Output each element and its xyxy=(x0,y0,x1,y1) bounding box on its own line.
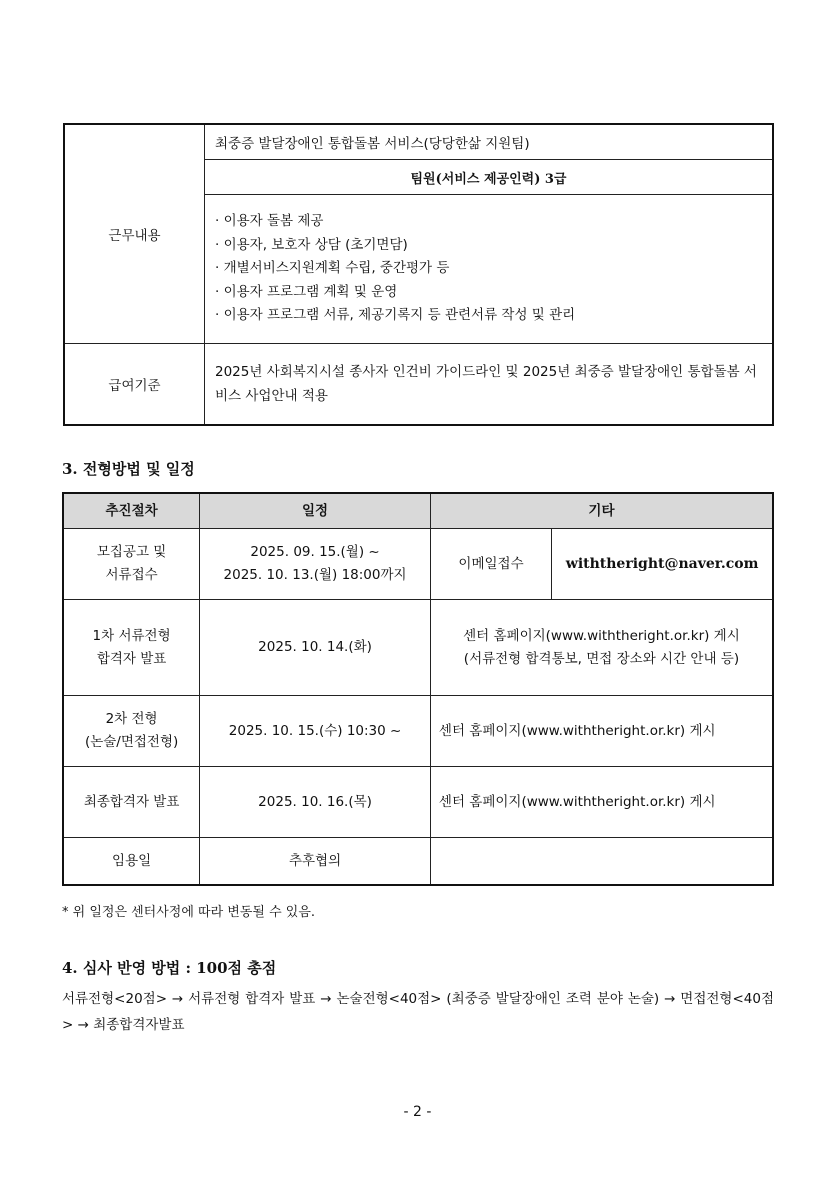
header-etc: 기타 xyxy=(430,493,773,529)
step-cell: 임용일 xyxy=(63,838,200,886)
duty-item: · 이용자 프로그램 계획 및 운영 xyxy=(215,283,398,300)
page-number: - 2 - xyxy=(403,1104,432,1120)
duties-list xyxy=(205,195,774,344)
salary-label: 급여기준 xyxy=(64,344,205,426)
etc-cell: 센터 홈페이지(www.withtheright.or.kr) 게시 xyxy=(430,696,773,767)
position-title: 팀원(서비스 제공인력) 3급 xyxy=(205,160,774,195)
date-cell: 2025. 10. 15.(수) 10:30 ~ xyxy=(200,696,431,767)
section3-title: 3. 전형방법 및 일정 xyxy=(62,460,195,478)
date-cell: 2025. 10. 14.(화) xyxy=(200,600,431,696)
date-cell: 2025. 09. 15.(월) ~ 2025. 10. 13.(월) 18:00까지 xyxy=(200,529,431,600)
schedule-table xyxy=(62,492,774,886)
duty-item: · 이용자 돌봄 제공 xyxy=(215,213,324,230)
header-step: 추진절차 xyxy=(63,493,200,529)
duty-item: · 이용자, 보호자 상담 (초기면담) xyxy=(215,236,408,253)
etc-cell: 센터 홈페이지(www.withtheright.or.kr) 게시 xyxy=(430,767,773,838)
table-row xyxy=(63,600,773,696)
section4-title: 4. 심사 반영 방법 : 100점 총점 xyxy=(62,959,277,977)
duty-item: · 이용자 프로그램 서류, 제공기록지 등 관련서류 작성 및 관리 xyxy=(215,307,576,324)
step-cell: 1차 서류전형 합격자 발표 xyxy=(63,600,200,696)
table-row xyxy=(63,838,773,886)
program-name: 최중증 발달장애인 통합돌봄 서비스(당당한삶 지원팀) xyxy=(205,124,774,160)
header-date: 일정 xyxy=(200,493,431,529)
email-label: 이메일접수 xyxy=(430,529,551,600)
table-row xyxy=(63,696,773,767)
date-cell: 2025. 10. 16.(목) xyxy=(200,767,431,838)
table-row xyxy=(63,767,773,838)
table-row xyxy=(63,529,773,600)
salary-text: 2025년 사회복지시설 종사자 인건비 가이드라인 및 2025년 최중증 발달장애인 통합돌봄 서비스 사업안내 적용 xyxy=(205,344,774,426)
email-address: withtheright@naver.com xyxy=(552,529,773,600)
work-content-label: 근무내용 xyxy=(64,124,205,344)
evaluation-text: 서류전형<20점> → 서류전형 합격자 발표 → 논술전형<40점> (최중증 발달장애인 조력 분야 논술) → 면접전형<40점> → 최종합격자발표 xyxy=(62,991,774,1033)
step-cell: 최종합격자 발표 xyxy=(63,767,200,838)
etc-cell: 센터 홈페이지(www.withtheright.or.kr) 게시 (서류전형 합격통보, 면접 장소와 시간 안내 등) xyxy=(430,600,773,696)
job-details-table xyxy=(63,123,774,426)
schedule-note: * 위 일정은 센터사정에 따라 변동될 수 있음. xyxy=(62,905,316,920)
step-cell: 2차 전형 (논술/면접전형) xyxy=(63,696,200,767)
step-cell: 모집공고 및 서류접수 xyxy=(63,529,200,600)
date-cell: 추후협의 xyxy=(200,838,431,886)
etc-cell xyxy=(430,838,773,886)
duty-item: · 개별서비스지원계획 수립, 중간평가 등 xyxy=(215,260,450,277)
